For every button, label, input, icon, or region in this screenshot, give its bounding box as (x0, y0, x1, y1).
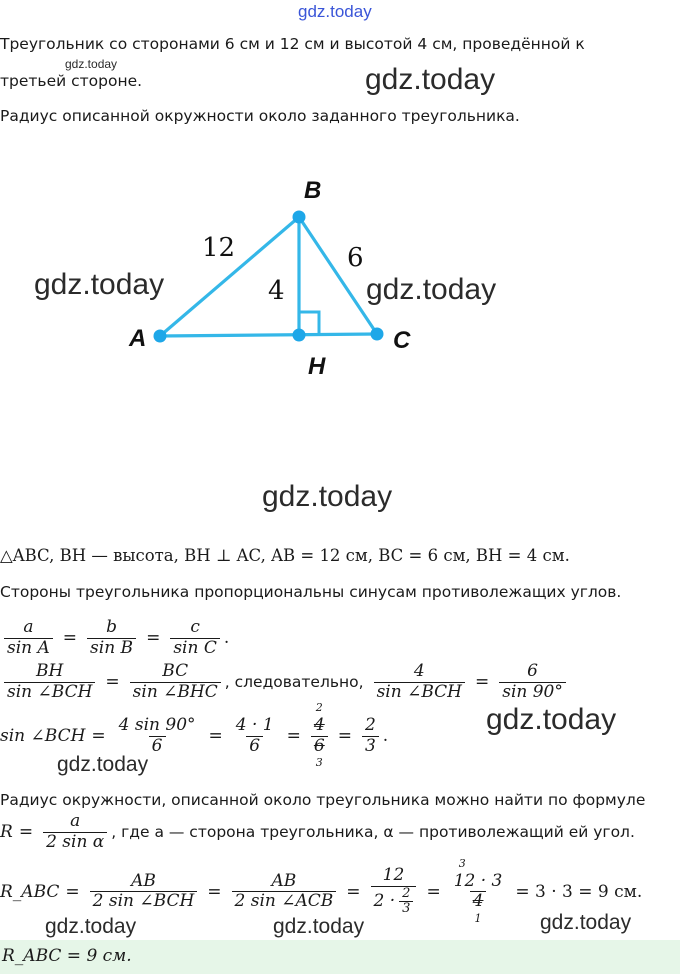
radius-formula: R = $\frac{a}{\text{2 sin α}}$ , где a — сторона треугольника, α — противолежащий ей угол. (0, 811, 635, 852)
fraction-rabc-2: $\frac{AB}{\text{2 sin ∠ACB}}$ (232, 872, 337, 912)
point-b (293, 211, 306, 224)
ratio-formula: $\frac{BH}{\text{sin ∠BCH}}$ = $\frac{BC}{\text{sin ∠BHC}}$ , следовательно, $\frac{4}{\text{sin ∠BCH}}$ = $\frac{6}{\sin 90^\circ}$ (0, 662, 570, 702)
radius-comment: , где a — сторона треугольника, α — противолежащий ей угол. (111, 823, 635, 842)
label-a: A (129, 325, 147, 352)
rabc-result: = 3 · 3 = 9 см. (515, 881, 643, 902)
label-b: B (304, 177, 322, 204)
radius-calculation: R_ABC = $\frac{AB}{\text{2 sin ∠BCH}}$ = $\frac{AB}{\text{2 sin ∠ACB}}$ = 12 2 · $\frac{2}{3}$ = 3 12 · 3 4 1 = 3 · 3 = 9 см. (0, 856, 643, 926)
radius-formula-text: Радиус окружности, описанной около треугольника можно найти по формуле (0, 791, 646, 809)
fraction-r: $\frac{a}{\text{2 sin α}}$ (43, 812, 107, 852)
fraction-rabc-1: $\frac{AB}{\text{2 sin ∠BCH}}$ (90, 872, 198, 912)
label-side-bc: 6 (347, 243, 364, 273)
point-c (371, 328, 384, 341)
fraction-bc: $\frac{BC}{\text{sin ∠BHC}}$ (130, 662, 221, 702)
watermark-5: gdz.today (486, 703, 617, 736)
fraction-b: $\frac{b}{\text{sin B}}$ (87, 618, 136, 658)
label-height: 4 (268, 276, 285, 306)
fraction-rabc-4: 3 12 · 3 4 1 (453, 856, 503, 926)
watermark-7: gdz.today (45, 915, 137, 938)
fraction-6: $\frac{6}{\sin 90^\circ}$ (499, 662, 566, 702)
watermark-8: gdz.today (273, 915, 365, 938)
sine-calculation: sin ∠BCH = $\frac{4 \sin 90^\circ}{6}$ = $\frac{4 \cdot 1}{6}$ = 2 4 6 3 = $\frac{2}{3}$ . (0, 701, 389, 770)
law-of-sines-formula: $\frac{a}{\text{sin A}}$ = $\frac{b}{\text{sin B}}$ = $\frac{c}{\text{sin C}}$ . (0, 618, 229, 658)
watermark-top: gdz.today (298, 2, 372, 21)
label-side-ab: 12 (202, 233, 236, 263)
point-a (154, 330, 167, 343)
therefore-text: , следовательно, (224, 673, 364, 692)
label-c: C (393, 327, 411, 354)
watermark-small: gdz.today (65, 57, 118, 71)
fraction-c: $\frac{c}{\text{sin C}}$ (170, 618, 220, 658)
law-of-sines-text: Стороны треугольника пропорциональны синусам противолежащих углов. (0, 583, 622, 601)
fraction-sin-3: 2 4 6 3 (311, 716, 328, 756)
fraction-sin-1: $\frac{4 \sin 90^\circ}{6}$ (118, 715, 196, 756)
watermark-2: gdz.today (34, 268, 165, 301)
label-h: H (308, 353, 326, 380)
given-statement: △ABC, BH — высота, BH ⊥ AC, AB = 12 см, BC = 6 см, BH = 4 см. (0, 546, 570, 565)
fraction-sin-4: $\frac{2}{3}$ (362, 716, 379, 756)
fraction-4: $\frac{4}{\text{sin ∠BCH}}$ (374, 662, 465, 702)
watermark-3: gdz.today (366, 273, 497, 306)
watermark-1: gdz.today (365, 63, 496, 96)
point-h (293, 329, 306, 342)
sine-lhs: sin ∠BCH (0, 726, 86, 747)
watermark-6: gdz.today (57, 753, 149, 776)
rabc-lhs: R_ABC (0, 881, 60, 902)
side-ac-line (160, 334, 377, 336)
problem-question: Радиус описанной окружности около заданного треугольника. (0, 107, 520, 125)
answer: R_ABC = 9 см. (2, 946, 132, 966)
fraction-rabc-3: 12 2 · $\frac{2}{3}$ (371, 866, 417, 917)
r-lhs: R (0, 822, 13, 843)
fraction-bh: $\frac{BH}{\text{sin ∠BCH}}$ (4, 662, 95, 702)
fraction-a: $\frac{a}{\text{sin A}}$ (4, 618, 53, 658)
watermark-4: gdz.today (262, 480, 393, 513)
watermark-9: gdz.today (540, 911, 632, 934)
problem-line-1: Треугольник со сторонами 6 см и 12 см и высотой 4 см, проведённой к (0, 35, 585, 53)
fraction-sin-2: $\frac{4 \cdot 1}{6}$ (235, 715, 274, 756)
problem-line-2: третьей стороне. (0, 72, 143, 90)
